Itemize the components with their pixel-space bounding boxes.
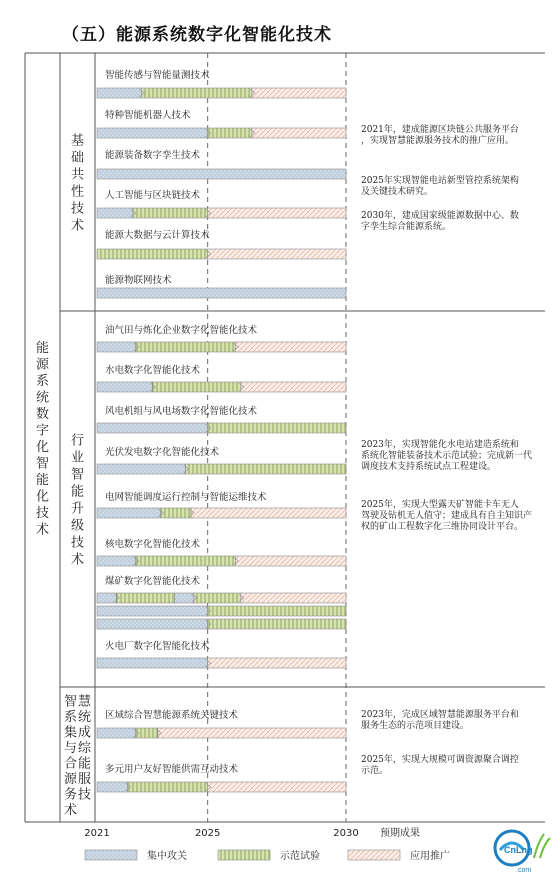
svg-text:CnLng: CnLng xyxy=(504,845,533,855)
item-label: 能源大数据与云计算技术 xyxy=(105,230,210,241)
item-label: 火电厂数字化智能化技术 xyxy=(105,641,210,652)
bar-segment-promo xyxy=(241,593,346,603)
item-label: 人工智能与区块链技术 xyxy=(105,190,201,201)
item-label: 电网智能调度运行控制与智能运维技术 xyxy=(105,492,267,503)
bar-segment-focus xyxy=(97,556,136,566)
bar-segment-demo xyxy=(141,88,252,98)
outcome-text: 2021年，建成能源区块链公共服务平台，实现智慧能源服务技术的推广应用。 xyxy=(361,125,519,146)
bar-segment-focus xyxy=(97,728,136,738)
bar-segment-demo xyxy=(208,606,346,616)
bar-segment-demo xyxy=(208,423,346,433)
legend-label-promo: 应用推广 xyxy=(410,851,450,862)
bar-segment-focus xyxy=(97,508,161,518)
group-label: 行业智能升级技术 xyxy=(70,433,85,568)
bar-segment-promo xyxy=(241,382,346,392)
x-tick-label: 2021 xyxy=(84,828,110,839)
outcome-text: 2023年，实现智能化水电站建造系统和系统化智能装备技术示范试验；完成新一代调度技术支持系统试点工程建设。 xyxy=(361,440,533,472)
item-label: 特种智能机器人技术 xyxy=(105,110,191,121)
bar-segment-demo xyxy=(116,593,174,603)
bar-segment-demo xyxy=(127,782,207,792)
bar-segment-demo xyxy=(186,464,346,474)
item-label: 油气田与炼化企业数字化智能化技术 xyxy=(105,325,258,336)
legend-swatch-promo xyxy=(348,850,400,860)
bar-segment-promo xyxy=(208,782,346,792)
x-axis-label: 预期成果 xyxy=(380,828,420,839)
item-label: 风电机组与风电场数字化智能化技术 xyxy=(105,406,258,417)
item-label: 光伏发电数字化智能化技术 xyxy=(105,447,220,458)
bar-segment-focus xyxy=(97,619,208,629)
cnlng-logo xyxy=(482,828,552,874)
item-label: 智能传感与智能量测技术 xyxy=(105,70,210,81)
svg-text:.com: .com xyxy=(516,867,532,874)
page-title: （五）能源系统数字化智能化技术 xyxy=(62,25,332,45)
bar-segment-focus xyxy=(97,593,116,603)
bar-segment-focus xyxy=(97,128,208,138)
bar-segment-focus xyxy=(97,658,208,668)
bar-segment-demo xyxy=(136,342,236,352)
item-label: 能源装备数字孪生技术 xyxy=(105,150,201,161)
bar-segment-demo xyxy=(136,556,236,566)
group-label: 智慧系统集成与综合能源服务技术 xyxy=(63,694,92,818)
x-tick-label: 2030 xyxy=(333,828,359,839)
item-label: 能源物联网技术 xyxy=(105,275,172,286)
bar-segment-promo xyxy=(208,208,346,218)
bar-segment-focus xyxy=(97,423,208,433)
x-tick-label: 2025 xyxy=(194,828,221,839)
bar-segment-focus xyxy=(97,782,127,792)
bar-segment-promo xyxy=(235,556,346,566)
bar-segment-focus xyxy=(97,88,141,98)
legend-swatch-demo xyxy=(218,850,270,860)
bar-segment-focus xyxy=(97,342,136,352)
bar-segment-demo xyxy=(208,619,346,629)
bar-segment-promo xyxy=(158,728,346,738)
bar-segment-focus xyxy=(97,169,346,179)
bar-segment-focus xyxy=(97,382,152,392)
item-label: 多元用户友好智能供需互动技术 xyxy=(105,764,239,775)
outcome-text: 2030年，建成国家级能源数据中心、数字孪生综合能源系统。 xyxy=(361,211,519,232)
bar-segment-promo xyxy=(252,88,346,98)
group-label: 基础共性技术 xyxy=(70,133,85,234)
outcome-text: 2025年，实现大规模可调资源聚合调控示范。 xyxy=(361,755,519,776)
bar-segment-demo xyxy=(152,382,241,392)
bar-segment-demo xyxy=(133,208,208,218)
bar-segment-focus xyxy=(97,288,346,298)
bar-segment-focus xyxy=(97,606,208,616)
item-label: 煤矿数字化智能化技术 xyxy=(105,576,201,587)
outcome-text: 2025年，实现大型露天矿智能卡车无人驾驶及钻机无人值守；建成具有自主知识产权的矿山工程数字化三维协同设计平台。 xyxy=(361,500,533,532)
item-label: 水电数字化智能化技术 xyxy=(105,365,201,376)
bar-segment-demo xyxy=(97,249,208,259)
bar-segment-promo xyxy=(208,249,346,259)
legend-swatch-focus xyxy=(85,850,137,860)
bar-segment-promo xyxy=(235,342,346,352)
bar-segment-focus xyxy=(174,593,193,603)
bar-segment-promo xyxy=(208,658,346,668)
legend-label-demo: 示范试验 xyxy=(280,851,320,862)
legend-label-focus: 集中攻关 xyxy=(147,851,187,862)
bar-segment-demo xyxy=(208,128,252,138)
bar-segment-promo xyxy=(191,508,346,518)
outcome-text: 2023年，完成区域智慧能源服务平台和服务生态的示范项目建设。 xyxy=(361,710,519,731)
bar-segment-demo xyxy=(161,508,191,518)
item-label: 核电数字化智能化技术 xyxy=(105,539,201,550)
bar-segment-focus xyxy=(97,464,186,474)
item-label: 区域综合智慧能源系统关键技术 xyxy=(105,710,239,721)
bar-segment-promo xyxy=(252,128,346,138)
bar-segment-focus xyxy=(97,208,133,218)
bar-segment-demo xyxy=(194,593,241,603)
outcome-text: 2025年实现智能电站新型管控系统架构及关键技术研究。 xyxy=(361,176,519,197)
main-category-label: 能源系统数字化智能化技术 xyxy=(35,340,50,538)
